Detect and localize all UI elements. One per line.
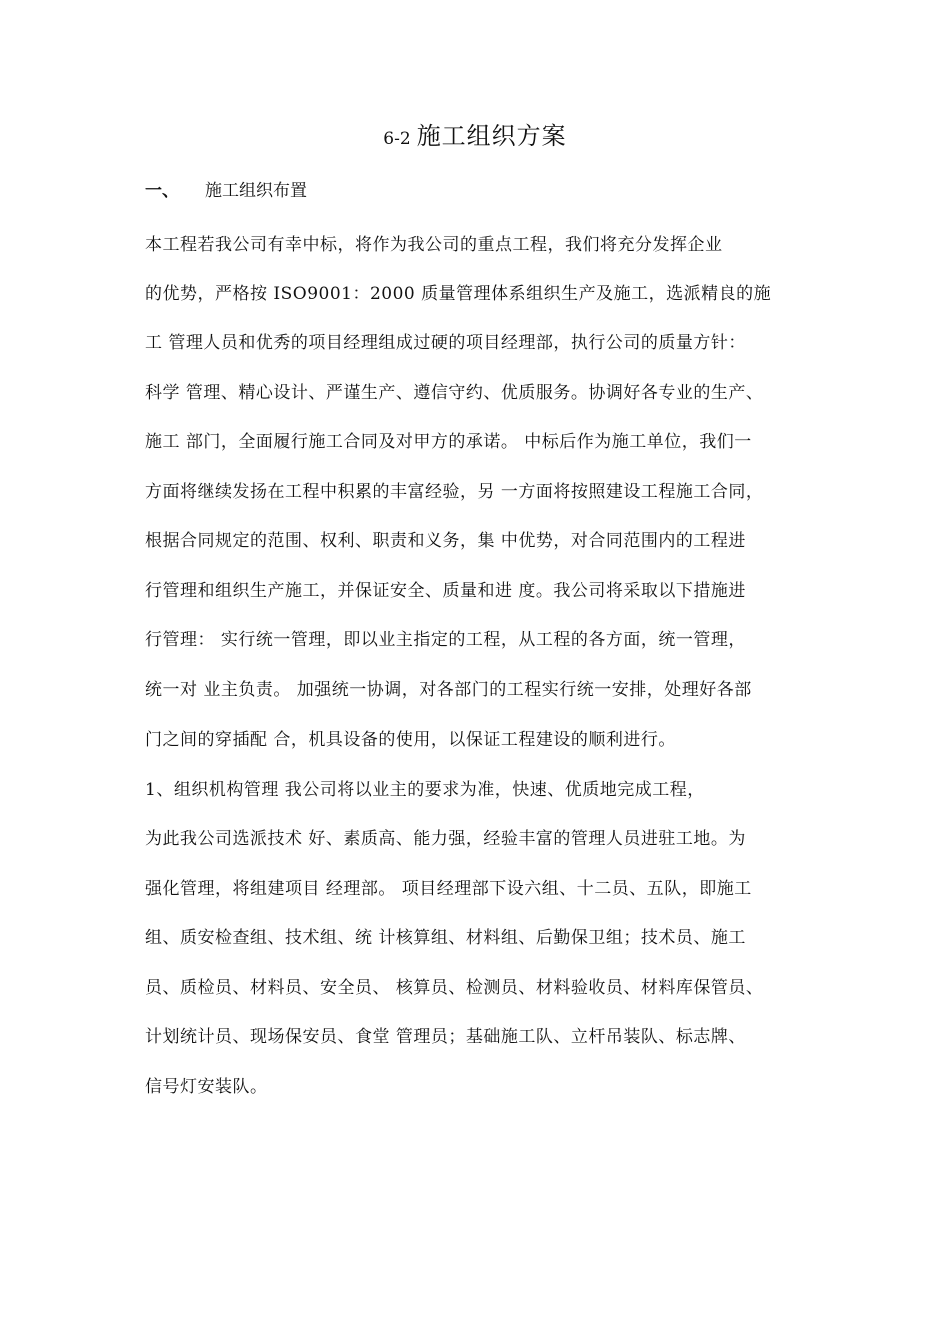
paragraph-line: 信号灯安装队。 [145, 1077, 268, 1097]
paragraph-line: 行管理： 实行统一管理，即以业主指定的工程，从工程的各方面，统一管理， [145, 630, 746, 650]
title-number: 6-2 [383, 129, 411, 149]
paragraph-line: 科学 管理、精心设计、严谨生产、遵信守约、优质服务。协调好各专业的生产、 [145, 383, 764, 403]
paragraph-line: 工 管理人员和优秀的项目经理组成过硬的项目经理部，执行公司的质量方针： [145, 333, 746, 353]
paragraph-line: 施工 部门，全面履行施工合同及对甲方的承诺。 中标后作为施工单位，我们一 [145, 432, 752, 452]
paragraph-line: 1、组织机构管理 我公司将以业主的要求为准，快速、优质地完成工程， [145, 780, 705, 800]
paragraph-line: 门之间的穿插配 合，机具设备的使用，以保证工程建设的顺利进行。 [145, 730, 676, 750]
paragraph-line: 的优势，严格按 ISO9001：2000 质量管理体系组织生产及施工，选派精良的施 [145, 284, 772, 304]
section-number: 一、 [145, 181, 179, 201]
title-text: 施工组织方案 [416, 122, 567, 150]
paragraph-line: 计划统计员、现场保安员、食堂 管理员；基础施工队、立杆吊装队、标志牌、 [145, 1027, 746, 1047]
paragraph-line: 强化管理，将组建项目 经理部。 项目经理部下设六组、十二员、五队，即施工 [145, 879, 752, 899]
paragraph-line: 统一对 业主负责。 加强统一协调，对各部门的工程实行统一安排，处理好各部 [145, 680, 752, 700]
paragraph-line: 本工程若我公司有幸中标，将作为我公司的重点工程，我们将充分发挥企业 [145, 235, 723, 255]
paragraph-line: 方面将继续发扬在工程中积累的丰富经验，另 一方面将按照建设工程施工合同， [145, 482, 764, 502]
page-title [0, 116, 950, 151]
paragraph-line: 为此我公司选派技术 好、素质高、能力强，经验丰富的管理人员进驻工地。为 [145, 829, 746, 849]
paragraph-line: 组、质安检查组、技术组、统 计核算组、材料组、后勤保卫组；技术员、施工 [145, 928, 746, 948]
section-title: 施工组织布置 [205, 181, 307, 201]
paragraph-line: 根据合同规定的范围、权利、职责和义务，集 中优势，对合同范围内的工程进 [145, 531, 746, 551]
paragraph-line: 行管理和组织生产施工，并保证安全、质量和进 度。我公司将采取以下措施进 [145, 581, 746, 601]
paragraph-line: 员、质检员、材料员、安全员、 核算员、检测员、材料验收员、材料库保管员、 [145, 978, 764, 998]
section-heading [145, 176, 307, 201]
